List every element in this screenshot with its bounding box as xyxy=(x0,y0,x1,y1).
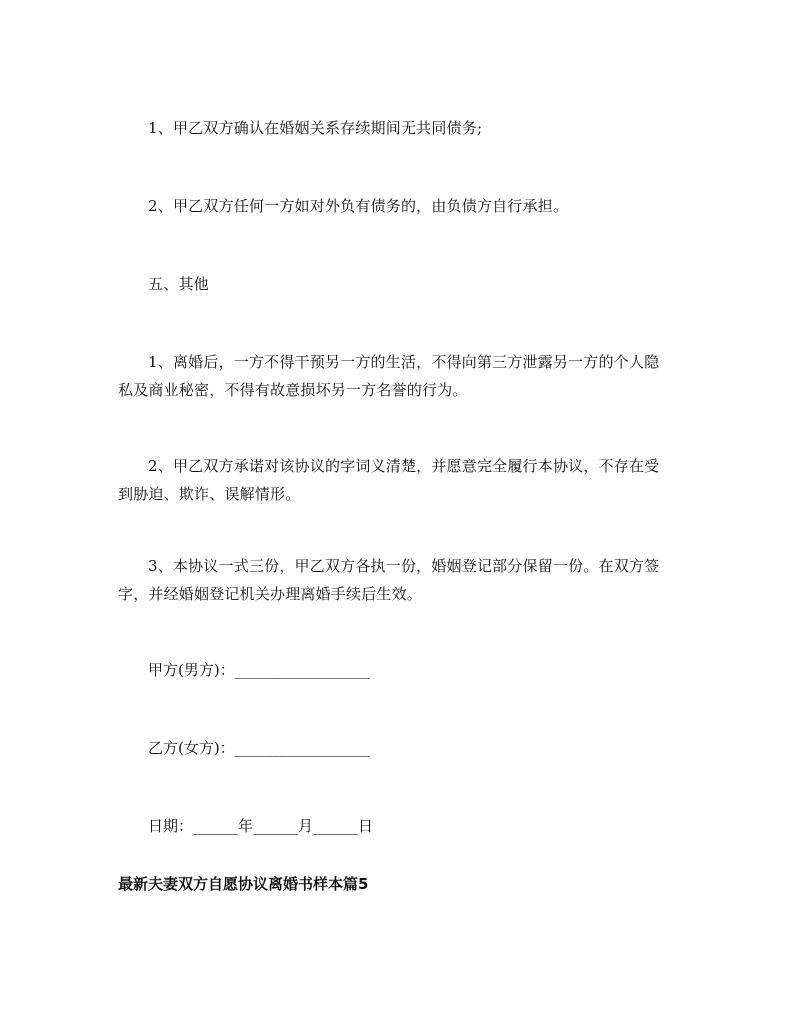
section-title-other: 五、其他 xyxy=(148,275,209,293)
signature-party-a: 甲方(男方)：__________________ xyxy=(148,661,370,679)
paragraph-debt-1: 1、甲乙双方确认在婚姻关系存续期间无共同债务; xyxy=(148,119,483,137)
paragraph-other-1: 1、离婚后，一方不得干预另一方的生活，不得向第三方泄露另一方的个人隐私及商业秘密，不得有故意损坏另一方名誉的行为。 xyxy=(118,353,660,399)
paragraph-debt-2: 2、甲乙双方任何一方如对外负有债务的，由负债方自行承担。 xyxy=(148,197,569,215)
paragraph-other-2: 2、甲乙双方承诺对该协议的字词义清楚，并愿意完全履行本协议，不存在受到胁迫、欺诈、误解情形。 xyxy=(118,457,660,503)
next-section-heading: 最新夫妻双方自愿协议离婚书样本篇5 xyxy=(118,875,369,893)
paragraph-other-3: 3、本协议一式三份，甲乙双方各执一份，婚姻登记部分保留一份。在双方签字，并经婚姻登记机关办理离婚手续后生效。 xyxy=(118,557,660,603)
signature-date: 日期：______年______月______日 xyxy=(148,817,374,835)
signature-party-b: 乙方(女方)：__________________ xyxy=(148,739,370,757)
